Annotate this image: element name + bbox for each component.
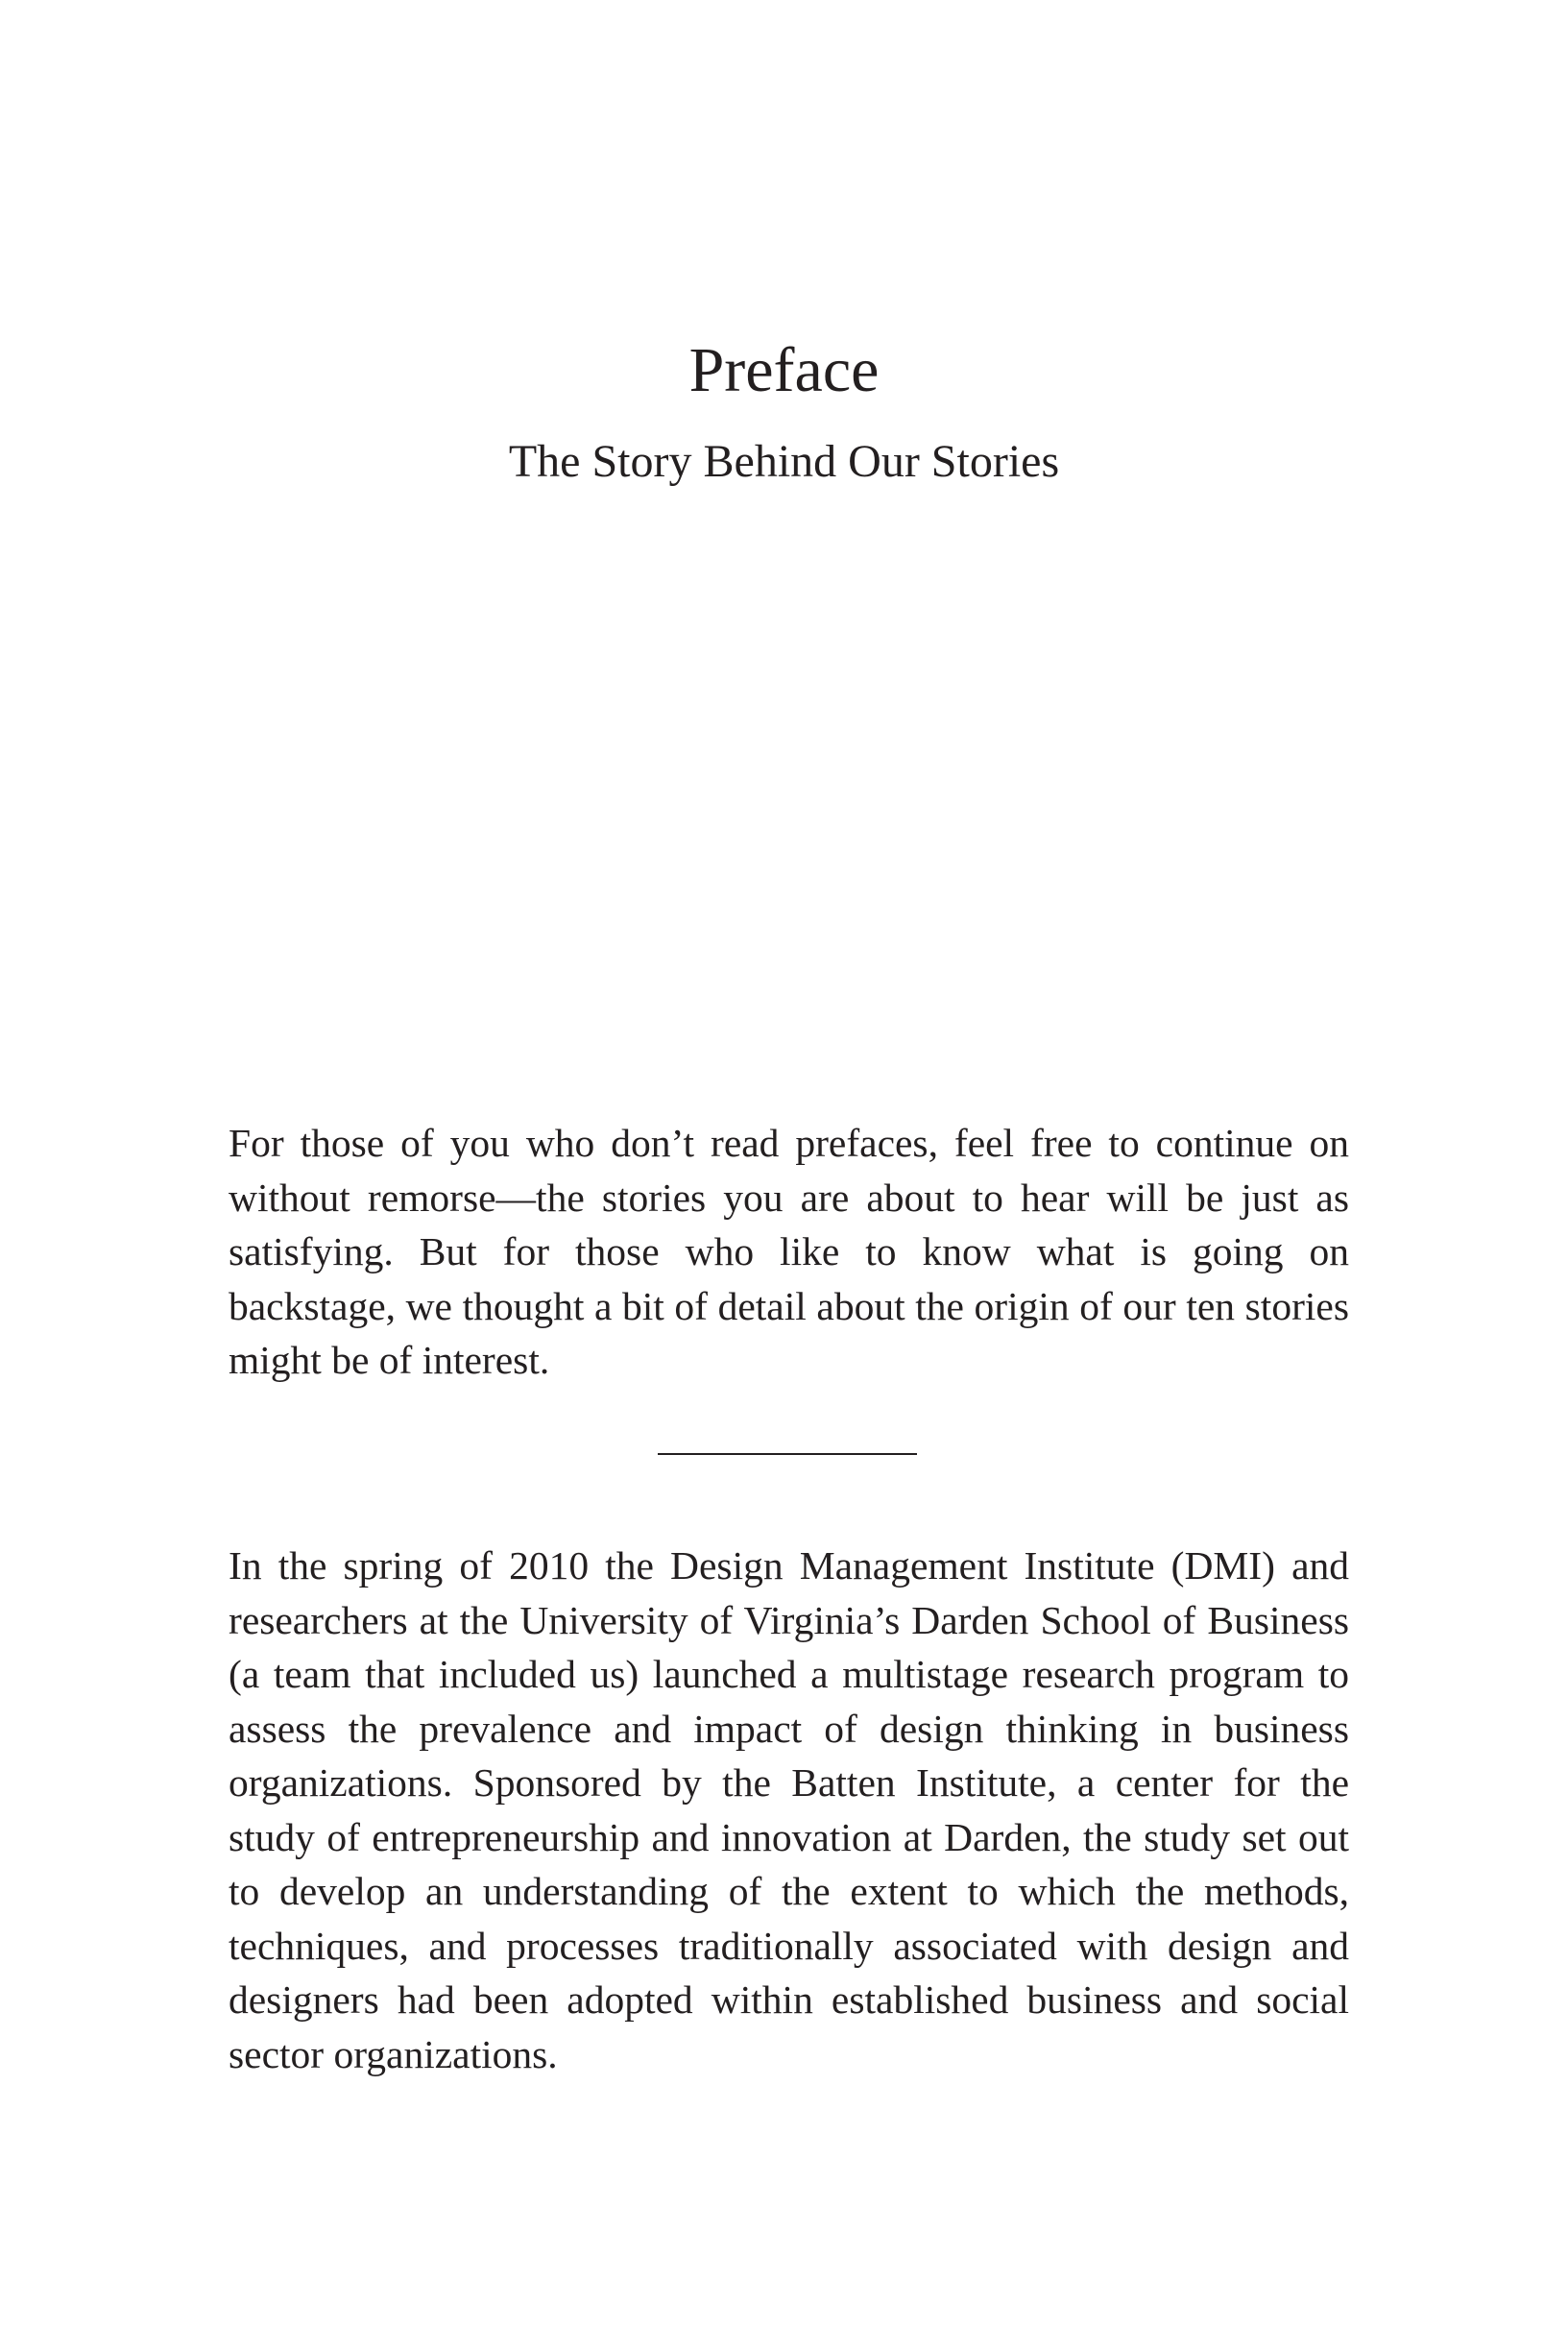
body-paragraph: In the spring of 2010 the Design Management Institute (DMI) and researchers at the University of Virginia’s Darden School of Business (a team that included us) launched a multistage research program to assess the prevalence and impact of design thinking in business organizations. Sponsored by the Batten Institute, a center for the study of entrepreneurship and innovation at Darden, the study set out to develop an understanding of the extent to which the methods, techniques, and processes traditionally associated with design and designers had been adopted within established business and social sector organizations. xyxy=(229,1543,1349,2076)
section-divider xyxy=(658,1453,917,1455)
intro-paragraph: For those of you who don’t read prefaces, feel free to continue on without remorse—the stories you are about to hear will be just as satisfying. But for those who like to know what is going on backstage, we thought a bit of detail about the origin of our ten stories might be of interest. xyxy=(229,1121,1349,1382)
chapter-subtitle: The Story Behind Our Stories xyxy=(508,436,1060,487)
chapter-title: Preface xyxy=(688,335,880,405)
